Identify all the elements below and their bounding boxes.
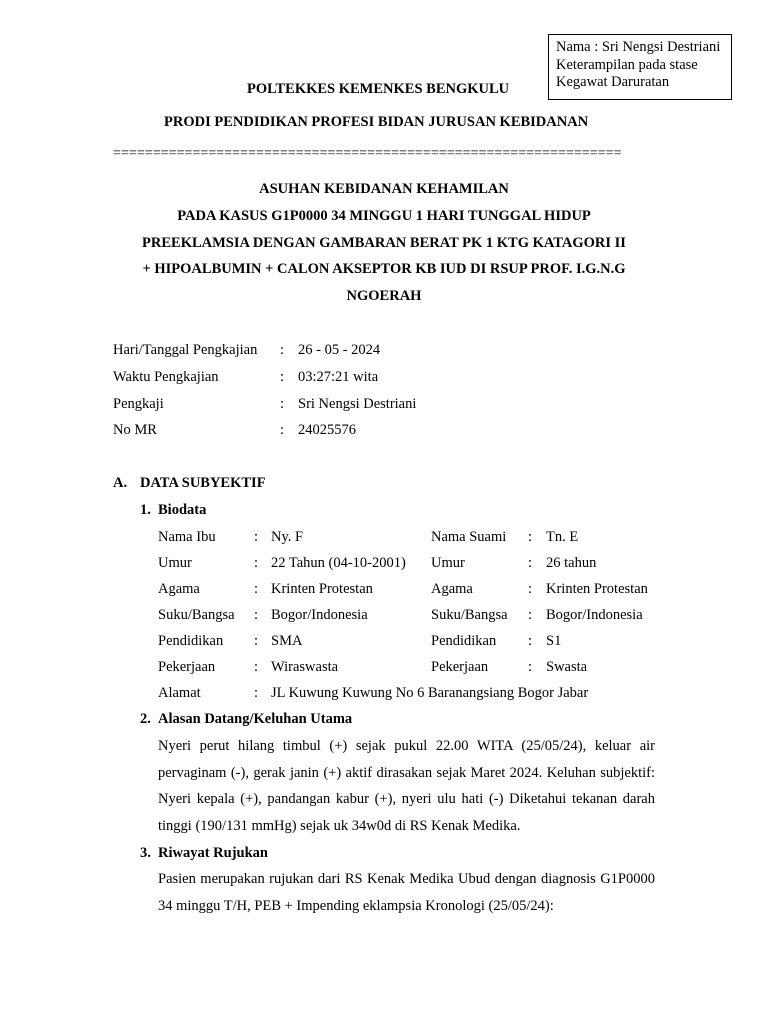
biodata-value: 22 Tahun (04-10-2001): [271, 555, 406, 571]
colon: :: [254, 555, 259, 571]
biodata-value: Bogor/Indonesia: [271, 607, 368, 623]
document-title: + HIPOALBUMIN + CALON AKSEPTOR KB IUD DI RSUP PROF. I.G.N.G: [142, 261, 626, 277]
colon: :: [528, 581, 533, 597]
colon: :: [280, 342, 285, 358]
assessment-label: Waktu Pengkajian: [113, 369, 219, 385]
colon: :: [254, 633, 259, 649]
biodata-value: Krinten Protestan: [546, 581, 648, 597]
colon: :: [254, 685, 259, 701]
assessment-value: Sri Nengsi Destriani: [298, 396, 417, 412]
institution-heading: POLTEKKES KEMENKES BENGKULU: [247, 81, 510, 97]
colon: :: [280, 396, 285, 412]
assessment-label: Pengkaji: [113, 396, 164, 412]
colon: :: [254, 529, 259, 545]
subsection-number: 2.: [140, 711, 151, 727]
section-letter: A.: [113, 475, 128, 491]
colon: :: [528, 555, 533, 571]
biodata-label: Nama Suami: [431, 529, 507, 545]
name-box-line: Nama : Sri Nengsi Destriani: [556, 39, 721, 55]
assessment-label: No MR: [113, 422, 157, 438]
colon: :: [528, 529, 533, 545]
biodata-label: Umur: [158, 555, 192, 571]
name-box-line: Kegawat Daruratan: [556, 74, 670, 90]
biodata-label: Pekerjaan: [158, 659, 216, 675]
subsection-title: Biodata: [158, 502, 207, 518]
biodata-label: Suku/Bangsa: [158, 607, 235, 623]
address-value: JL Kuwung Kuwung No 6 Baranangsiang Bogor Jabar: [271, 685, 589, 701]
program-heading: PRODI PENDIDIKAN PROFESI BIDAN JURUSAN KEBIDANAN: [164, 114, 589, 130]
document-title: NGOERAH: [346, 288, 422, 304]
biodata-label: Agama: [431, 581, 473, 597]
colon: :: [254, 659, 259, 675]
subsection-title: Alasan Datang/Keluhan Utama: [158, 711, 353, 727]
subsection-number: 3.: [140, 845, 151, 861]
colon: :: [280, 369, 285, 385]
biodata-label: Pendidikan: [431, 633, 497, 649]
assessment-value: 24025576: [298, 422, 356, 438]
document-title: PREEKLAMSIA DENGAN GAMBARAN BERAT PK 1 KTG KATAGORI II: [142, 235, 626, 251]
colon: :: [528, 633, 533, 649]
section-title: DATA SUBYEKTIF: [140, 475, 266, 491]
colon: :: [254, 607, 259, 623]
biodata-label: Suku/Bangsa: [431, 607, 508, 623]
name-box-line: Keterampilan pada stase: [556, 56, 698, 73]
assessment-label: Hari/Tanggal Pengkajian: [113, 342, 258, 358]
address-label: Alamat: [158, 685, 201, 701]
separator-rule: ================================================================: [113, 146, 622, 161]
biodata-label: Pekerjaan: [431, 659, 489, 675]
document-title: ASUHAN KEBIDANAN KEHAMILAN: [259, 181, 509, 197]
biodata-label: Agama: [158, 581, 200, 597]
complaint-paragraph: Nyeri perut hilang timbul (+) sejak pukul 22.00 WITA (25/05/24), keluar air pervaginam (-), gerak janin (+) aktif dirasakan sejak Maret 2024. Keluhan subjektif: Nyeri kepala (+), pandangan kabur (+), nyeri ulu hati (-) Diketahui tekanan darah tinggi (190/131 mmHg) sejak uk 34w0d di RS Kenak Medika.: [158, 738, 655, 834]
colon: :: [254, 581, 259, 597]
referral-paragraph: Pasien merupakan rujukan dari RS Kenak Medika Ubud dengan diagnosis G1P0000 34 minggu T/H, PEB + Impending eklampsia Kronologi (25/05/24):: [158, 871, 655, 914]
biodata-label: Umur: [431, 555, 465, 571]
assessment-value: 03:27:21 wita: [298, 369, 379, 385]
assessment-value: 26 - 05 - 2024: [298, 342, 381, 358]
biodata-label: Pendidikan: [158, 633, 224, 649]
biodata-value: Wiraswasta: [271, 659, 339, 675]
biodata-value: SMA: [271, 633, 303, 649]
biodata-value: Tn. E: [546, 529, 579, 545]
biodata-value: Ny. F: [271, 529, 304, 545]
subsection-title: Riwayat Rujukan: [158, 845, 268, 861]
student-name-box: [548, 34, 732, 100]
colon: :: [528, 659, 533, 675]
biodata-value: 26 tahun: [546, 555, 597, 571]
biodata-value: S1: [546, 633, 562, 649]
colon: :: [280, 422, 285, 438]
document-title: PADA KASUS G1P0000 34 MINGGU 1 HARI TUNGGAL HIDUP: [177, 208, 591, 224]
biodata-label: Nama Ibu: [158, 529, 216, 545]
biodata-value: Bogor/Indonesia: [546, 607, 643, 623]
colon: :: [528, 607, 533, 623]
biodata-value: Krinten Protestan: [271, 581, 373, 597]
biodata-value: Swasta: [546, 659, 588, 675]
subsection-number: 1.: [140, 502, 151, 518]
